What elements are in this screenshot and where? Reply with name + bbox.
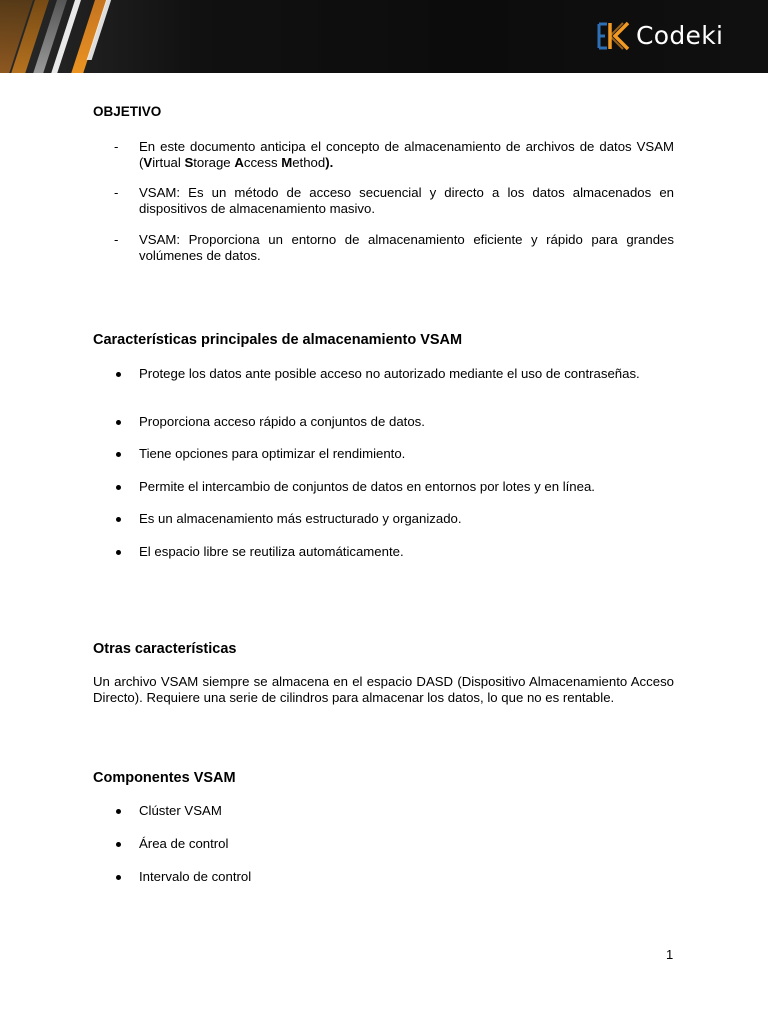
section-title-caracteristicas: Características principales de almacenamiento VSAM <box>93 332 463 348</box>
caracteristica-text: Proporciona acceso rápido a conjuntos de datos. <box>139 414 425 429</box>
list-item <box>93 414 674 430</box>
list-item <box>93 479 674 495</box>
text-run: V <box>143 155 153 170</box>
list-item <box>93 803 674 819</box>
caracteristica-text: Tiene opciones para optimizar el rendimiento. <box>139 446 406 461</box>
caracteristica-text: Protege los datos ante posible acceso no autorizado mediante el uso de contraseñas. <box>139 366 640 381</box>
componente-text: Área de control <box>139 836 229 851</box>
text-run: A <box>234 155 244 170</box>
objetivo-item-text: VSAM: Proporciona un entorno de almacenamiento eficiente y rápido para grandes volúmenes de datos. <box>139 232 674 263</box>
list-item <box>93 869 674 885</box>
list-item <box>93 232 674 264</box>
list-item <box>93 836 674 852</box>
bullet-icon <box>116 452 121 457</box>
bullet-icon <box>116 517 121 522</box>
section-title-componentes: Componentes VSAM <box>93 770 236 786</box>
text-run: ethod <box>292 155 326 170</box>
brand-logo <box>596 20 723 52</box>
objetivo-item-text <box>139 139 674 171</box>
text-run: ccess <box>243 155 282 170</box>
caracteristica-text: Permite el intercambio de conjuntos de datos en entornos por lotes y en línea. <box>139 479 595 494</box>
bullet-icon <box>116 420 121 425</box>
dash-marker: - <box>114 232 119 247</box>
brand-name: Codeki <box>636 21 724 50</box>
section-title-objetivo: OBJETIVO <box>93 104 162 119</box>
caracteristica-text: El espacio libre se reutiliza automáticamente. <box>139 544 404 559</box>
list-item <box>93 544 674 560</box>
text-run: torage <box>193 155 235 170</box>
list-item <box>93 139 674 171</box>
otras-paragraph: Un archivo VSAM siempre se almacena en el espacio DASD (Dispositivo Almacenamiento Acceso Directo). Requiere una serie de cilindros para almacenar los datos, lo que no es rentable. <box>93 674 674 705</box>
text-run: S <box>184 155 194 170</box>
bullet-icon <box>116 372 121 377</box>
list-item <box>93 446 674 462</box>
text-run: ). <box>325 155 334 170</box>
text-run: En este documento anticipa el concepto de almacenamiento de archivos de datos VSAM ( <box>139 139 674 170</box>
text-run: irtual <box>152 155 185 170</box>
header-banner <box>0 0 768 73</box>
dash-marker: - <box>114 185 119 200</box>
section-title-otras: Otras características <box>93 641 237 657</box>
componente-text: Clúster VSAM <box>139 803 222 818</box>
text-run: M <box>281 155 293 170</box>
bullet-icon <box>116 842 121 847</box>
objetivo-item-text: VSAM: Es un método de acceso secuencial y directo a los datos almacenados en dispositivos de almacenamiento masivo. <box>139 185 674 216</box>
codeki-logo-icon <box>596 20 634 52</box>
bullet-icon <box>116 875 121 880</box>
list-item <box>93 511 674 527</box>
bullet-icon <box>116 485 121 490</box>
caracteristica-text: Es un almacenamiento más estructurado y organizado. <box>139 511 462 526</box>
componente-text: Intervalo de control <box>139 869 252 884</box>
list-item <box>93 366 674 382</box>
dash-marker: - <box>114 139 119 154</box>
bullet-icon <box>116 809 121 814</box>
page-number: 1 <box>666 947 674 962</box>
bullet-icon <box>116 550 121 555</box>
list-item <box>93 185 674 217</box>
